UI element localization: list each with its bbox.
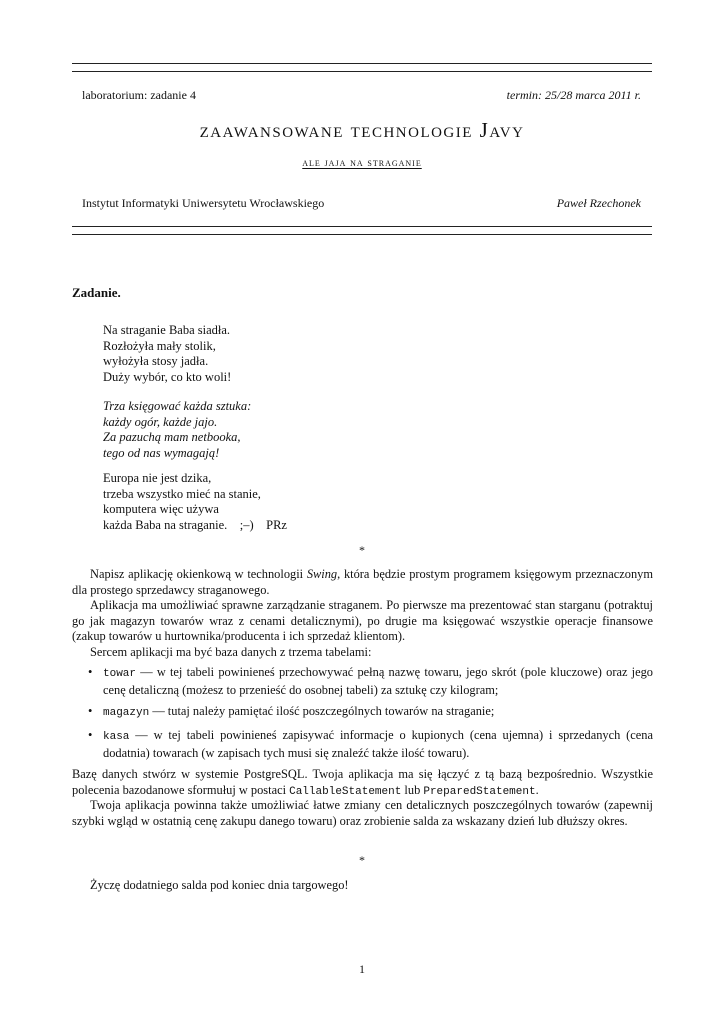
paragraph-1 — [72, 567, 653, 598]
bottom-rule-1 — [72, 226, 652, 227]
header-left: laboratorium: zadanie 4 — [82, 88, 196, 102]
separator-2: * — [359, 853, 365, 867]
poem-stanza-2 — [103, 399, 251, 461]
p1-before: Napisz aplikację okienkową w technologii — [90, 567, 307, 581]
paragraph-4 — [72, 767, 653, 800]
page-subtitle — [72, 153, 652, 171]
bullet-marker: • — [88, 704, 93, 718]
top-rule-2 — [72, 71, 652, 72]
closing-line: Życzę dodatniego salda pod koniec dnia targowego! — [90, 878, 349, 892]
code-callable: CallableStatement — [289, 785, 402, 798]
bullet-marker: • — [88, 728, 93, 742]
bullet-text: — tutaj należy pamiętać ilość poszczególnych towarów na straganie; — [149, 704, 495, 718]
table-name: magazyn — [103, 707, 150, 719]
page-title: zaawansowane technologie Javy — [199, 118, 525, 142]
poem-line: komputera więc używa — [103, 502, 219, 516]
poem-line: każda Baba na straganie. ;–) PRz — [103, 517, 287, 532]
header-right: termin: 25/28 marca 2011 r. — [506, 88, 641, 102]
top-rule-1 — [72, 63, 652, 64]
poem-stanza-1 — [103, 323, 231, 385]
p1-swing: Swing — [306, 567, 338, 581]
paragraph-3: Sercem aplikacji ma być baza danych z trzema tabelami: — [90, 645, 372, 659]
page-number: 1 — [359, 962, 365, 976]
paragraph-2: Aplikacja ma umożliwiać sprawne zarządzanie straganem. Po pierwsze ma prezentować stan starganu (potraktuj go jak magazyn towarów wraz z cenami detalicznymi), po drugie ma księgować wszystkie operacje finansowe (zakup towarów u hurtownika/producenta i ich sprzedaż klientom). — [72, 598, 653, 643]
section-heading: Zadanie. — [72, 285, 121, 300]
bullet-towar — [103, 665, 653, 698]
poem-line: każdy ogór, każde jajo. — [103, 414, 218, 429]
poem-line: trzeba wszystko mieć na stanie, — [103, 486, 261, 501]
bullet-marker: • — [88, 665, 93, 679]
bullet-magazyn — [103, 704, 653, 722]
institute: Instytut Informatyki Uniwersytetu Wrocławskiego — [82, 196, 325, 210]
author: Paweł Rzechonek — [556, 196, 641, 210]
code-prepared: PreparedStatement — [423, 785, 536, 798]
poem-line: Na straganie Baba siadła. — [103, 323, 231, 337]
bottom-rule-2 — [72, 234, 652, 235]
subtitle-text: ale jaja na straganie — [302, 157, 422, 169]
poem-line: Rozłożyła mały stolik, — [103, 338, 216, 353]
p4-a: Bazę danych stwórz w systemie PostgreSQL. Twoja aplikacja ma się łączyć z tą bazą bezpośrednio. Wszystkie polecenia bazodanowe sformułuj w postaci — [72, 767, 653, 797]
table-name: towar — [103, 668, 137, 680]
p1-after: , która będzie prostym programem księgowym przeznaczonym dla prostego sprzedawcy straganowego. — [72, 567, 653, 597]
paragraph-5: Twoja aplikacja powinna także umożliwiać łatwe zmiany cen detalicznych poszczególnych towarów (zapewnij szybki wgląd w ostatnią cenę zakupu danego towaru) oraz zrobienie salda za wskazany dzień lub dłuższy okres. — [72, 798, 653, 828]
poem-line: Za pazuchą mam netbooka, — [103, 430, 241, 444]
poem-line: Europa nie jest dzika, — [103, 471, 212, 485]
p4-c: . — [535, 782, 539, 797]
bullet-text: — w tej tabeli powinieneś zapisywać informacje o kupionych (cena ujemna) i sprzedanych (cena dodatnia) towarach (w zapisach tych musi się znaleźć także ilość towaru). — [103, 728, 653, 760]
poem-line: wyłożyła stosy jadła. — [103, 354, 209, 368]
poem-stanza-3 — [103, 471, 287, 533]
poem-line: tego od nas wymagają! — [103, 445, 220, 460]
bullet-kasa — [103, 728, 653, 761]
separator-1: * — [359, 543, 365, 557]
p4-b: lub — [401, 782, 424, 797]
poem-line: Trza księgować każda sztuka: — [103, 399, 252, 413]
poem-line: Duży wybór, co kto woli! — [103, 369, 232, 384]
table-name: kasa — [103, 731, 130, 743]
bullet-text: — w tej tabeli powinieneś przechowywać pełną nazwę towaru, jego skrót (pole kluczowe) oraz jego cenę detaliczną (możesz to przenieść do osobnej tabeli) za sztukę czy kilogram; — [103, 665, 653, 697]
